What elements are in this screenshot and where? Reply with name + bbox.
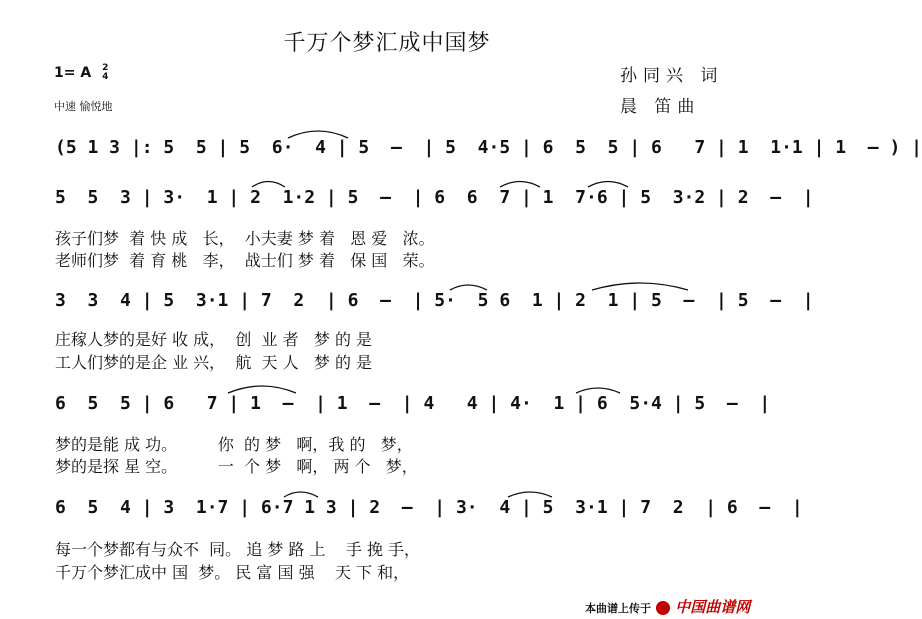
song-title: 千万个梦汇成中国梦 [283,31,491,56]
tempo-marking: 中速 愉悦地 [54,100,113,113]
lyric-row-2-verse-2: 工人们梦的是企 业 兴， 航 天 人 梦 的 是 [55,353,373,372]
key-label: 1= A [54,65,92,81]
lyric-row-4-verse-1: 每一个梦都有与众不 同。 追 梦 路 上 手 挽 手， [55,540,421,559]
score-row-4: 6 5 4 | 3 1·7 | 6·7 1 3 | 2 — | 3· 4 | 5 3·1 | 7 2 | 6 — | [55,497,803,518]
time-signature [102,64,108,82]
footer [585,596,750,617]
footer-text: 本曲谱上传于 [585,602,651,615]
key-signature [54,64,108,82]
lyric-row-3-verse-1: 梦的是能 成 功。 你 的 梦 啊，我 的 梦， [55,435,413,454]
site-logo[interactable]: 中国曲谱网 [675,598,751,616]
lyric-row-1-verse-1: 孩子们梦 着 快 成 长， 小夫妻 梦 着 恩 爱 浓。 [55,229,435,248]
score-row-intro: (5 1 3 |: 5 5 | 5 6· 4 | 5 — | 5 4·5 | 6 5 5 | 6 7 | 1 1·1 | 1 — ) | [55,137,922,158]
site-logo-icon [656,601,670,615]
lyric-row-2-verse-1: 庄稼人梦的是好 收 成， 创 业 者 梦 的 是 [55,330,373,349]
lyric-row-4-verse-2: 千万个梦汇成中 国 梦。 民 富 国 强 天 下 和， [55,563,410,582]
lyric-row-3-verse-2: 梦的是探 星 空。 一 个 梦 啊， 两 个 梦， [55,457,418,476]
score-row-2: 3 3 4 | 5 3·1 | 7 2 | 6 — | 5· 5 6 1 | 2 1 | 5 — | 5 — | [55,290,814,311]
lyricist-credit: 孙同兴 词 [620,66,724,86]
score-row-1: 5 5 3 | 3· 1 | 2 1·2 | 5 — | 6 6 7 | 1 7·6 | 5 3·2 | 2 — | [55,187,814,208]
composer-credit: 晨 笛曲 [620,97,701,117]
time-signature-bottom: 4 [102,72,109,82]
time-signature-top: 2 [102,63,109,73]
slur-arc [228,386,296,393]
score-row-3: 6 5 5 | 6 7 | 1 — | 1 — | 4 4 | 4· 1 | 6 5·4 | 5 — | [55,393,771,414]
slur-arc [592,283,688,290]
lyric-row-1-verse-2: 老师们梦 着 育 桃 李， 战士们 梦 着 保 国 荣。 [55,251,435,270]
